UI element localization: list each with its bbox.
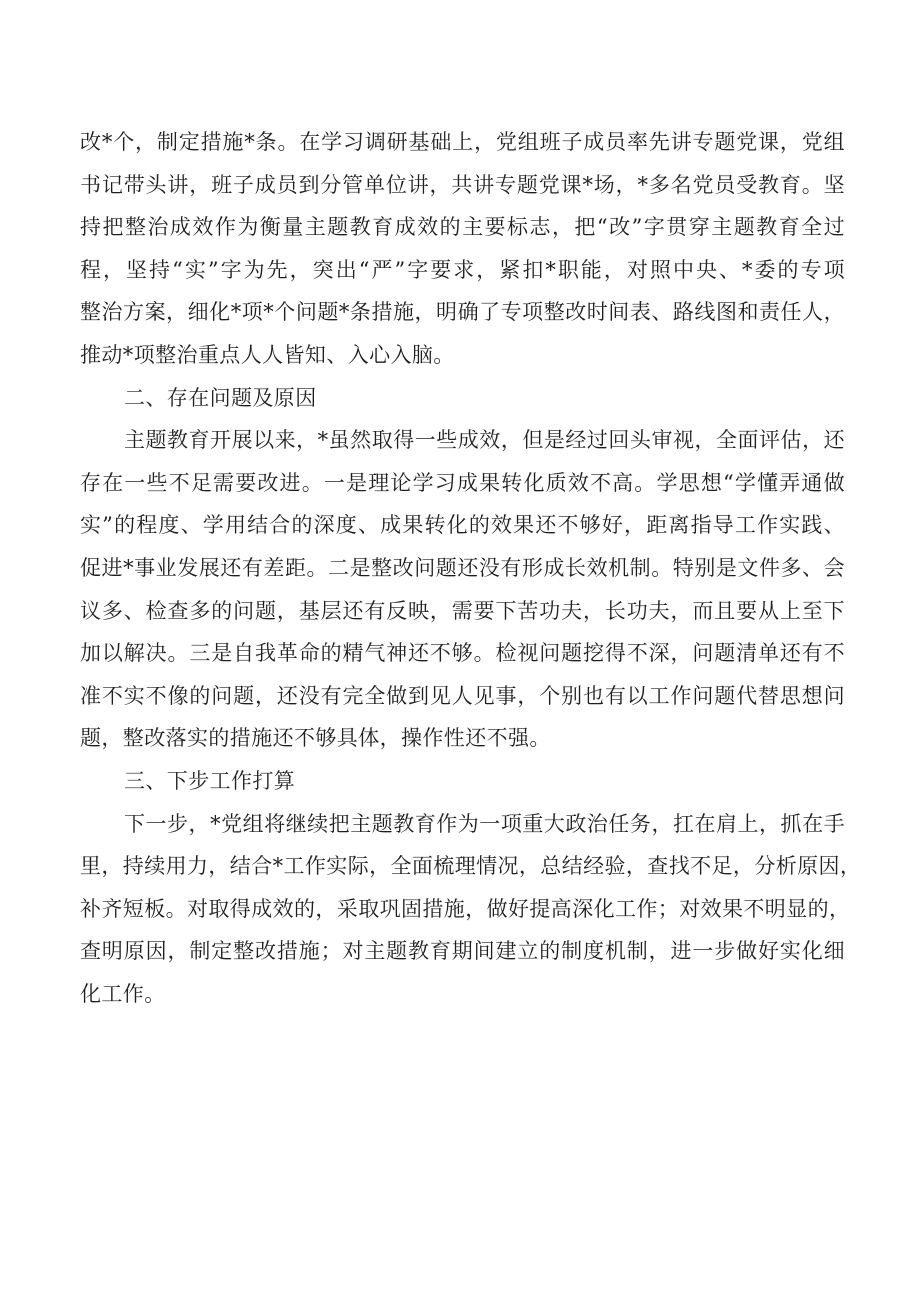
text-line: 议多、检查多的问题，基层还有反映，需要下苦功夫，长功夫，而且要从上至下 bbox=[80, 598, 845, 623]
section-heading-next-steps: 三、下步工作打算 bbox=[124, 768, 296, 793]
text-line: 书记带头讲，班子成员到分管单位讲，共讲专题党课*场，*多名党员受教育。坚 bbox=[80, 172, 845, 197]
text-line: 查明原因，制定整改措施；对主题教育期间建立的制度机制，进一步做好实化细 bbox=[80, 939, 845, 964]
text-line: 存在一些不足需要改进。一是理论学习成果转化质效不高。学思想“学懂弄通做 bbox=[80, 470, 845, 495]
section-heading-problems: 二、存在问题及原因 bbox=[124, 385, 317, 410]
text-line: 促进*事业发展还有差距。二是整改问题还没有形成长效机制。特别是文件多、会 bbox=[80, 555, 845, 580]
text-line: 题，整改落实的措施还不够具体，操作性还不强。 bbox=[80, 726, 551, 751]
text-line: 里，持续用力，结合*工作实际，全面梳理情况，总结经验，查找不足，分析原因， bbox=[80, 854, 862, 879]
text-line: 加以解决。三是自我革命的精气神还不够。检视问题挖得不深，问题清单还有不 bbox=[80, 641, 845, 666]
paragraph-problems bbox=[80, 419, 845, 760]
text-line: 整治方案，细化*项*个问题*条措施，明确了专项整改时间表、路线图和责任人， bbox=[80, 300, 845, 325]
text-line: 推动*项整治重点人人皆知、入心入脑。 bbox=[80, 342, 455, 367]
paragraph-next-steps bbox=[80, 803, 862, 1016]
text-line: 补齐短板。对取得成效的，采取巩固措施，做好提高深化工作；对效果不明显的， bbox=[80, 896, 851, 921]
text-line: 下一步，*党组将继续把主题教育作为一项重大政治任务，扛在肩上，抓在手 bbox=[124, 811, 845, 836]
text-line: 改*个，制定措施*条。在学习调研基础上，党组班子成员率先讲专题党课，党组 bbox=[80, 130, 845, 154]
document-body bbox=[80, 121, 862, 1015]
text-line: 准不实不像的问题，还没有完全做到见人见事，个别也有以工作问题代替思想问 bbox=[80, 683, 845, 708]
text-line: 程，坚持“实”字为先，突出“严”字要求，紧扣*职能，对照中央、*委的专项 bbox=[80, 257, 845, 282]
text-line: 化工作。 bbox=[80, 981, 166, 1006]
paragraph-achievements bbox=[80, 121, 845, 377]
text-line: 主题教育开展以来，*虽然取得一些成效，但是经过回头审视，全面评估，还 bbox=[124, 428, 845, 453]
text-line: 实”的程度、学用结合的深度、成果转化的效果还不够好，距离指导工作实践、 bbox=[80, 513, 845, 538]
text-line: 持把整治成效作为衡量主题教育成效的主要标志，把“改”字贯穿主题教育全过 bbox=[80, 215, 845, 240]
